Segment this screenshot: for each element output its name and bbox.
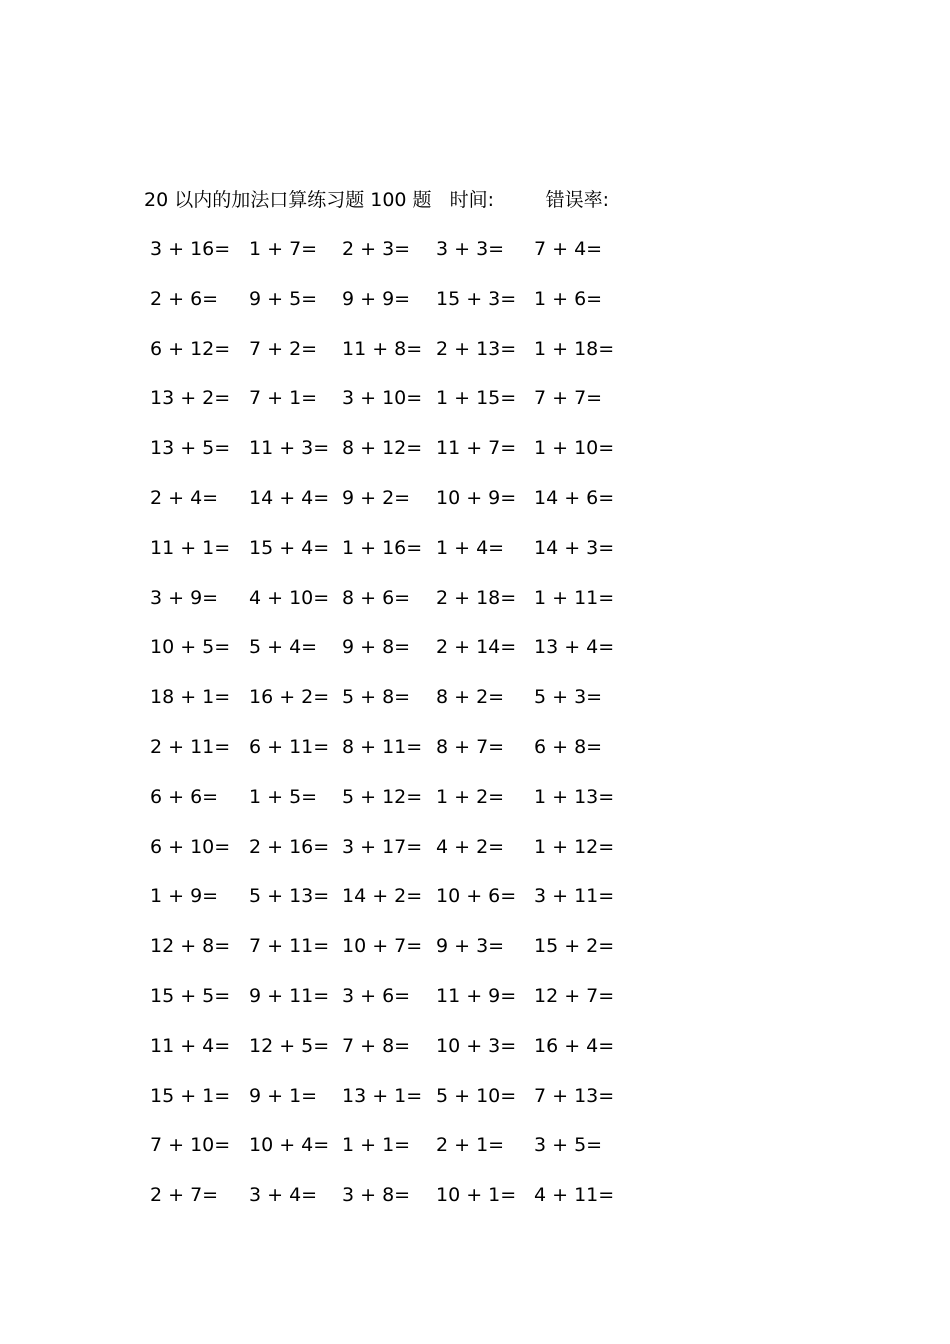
problem-item: 7 + 11= xyxy=(249,935,330,958)
problem-item: 1 + 12= xyxy=(534,835,615,858)
problem-item: 6 + 10= xyxy=(150,835,231,858)
problem-item: 7 + 4= xyxy=(534,238,603,260)
problem-item: 7 + 7= xyxy=(534,387,603,410)
problem-item: 1 + 16= xyxy=(342,536,423,559)
problem-row xyxy=(146,1082,646,1132)
problem-item: 2 + 3= xyxy=(342,238,411,260)
problem-row xyxy=(146,534,646,584)
problem-item: 1 + 15= xyxy=(436,387,517,410)
problem-item: 2 + 16= xyxy=(249,835,330,858)
worksheet-title: 20 以内的加法口算练习题 100 题 xyxy=(144,189,432,211)
problem-item: 2 + 6= xyxy=(150,287,219,310)
problem-item: 13 + 2= xyxy=(150,387,231,410)
problem-item: 11 + 7= xyxy=(436,437,517,460)
problem-grid xyxy=(146,235,646,1231)
problem-item: 8 + 12= xyxy=(342,437,423,460)
problem-item: 14 + 6= xyxy=(534,486,615,509)
problem-item: 15 + 1= xyxy=(150,1084,231,1107)
problem-item: 2 + 7= xyxy=(150,1184,219,1207)
problem-item: 3 + 11= xyxy=(534,885,615,908)
problem-item: 16 + 2= xyxy=(249,686,330,709)
problem-item: 5 + 3= xyxy=(534,686,603,709)
problem-row xyxy=(146,683,646,733)
problem-item: 5 + 4= xyxy=(249,636,318,659)
problem-item: 9 + 11= xyxy=(249,984,330,1007)
problem-item: 13 + 5= xyxy=(150,437,231,460)
problem-item: 1 + 10= xyxy=(534,437,615,460)
problem-item: 10 + 7= xyxy=(342,935,423,958)
problem-row xyxy=(146,584,646,634)
problem-item: 8 + 11= xyxy=(342,735,423,758)
problem-item: 1 + 13= xyxy=(534,785,615,808)
problem-item: 10 + 3= xyxy=(436,1034,517,1057)
problem-item: 10 + 5= xyxy=(150,636,231,659)
problem-item: 1 + 1= xyxy=(342,1134,411,1157)
problem-item: 3 + 4= xyxy=(249,1184,318,1207)
problem-item: 9 + 2= xyxy=(342,486,411,509)
problem-item: 5 + 12= xyxy=(342,785,423,808)
problem-item: 11 + 8= xyxy=(342,337,423,360)
problem-item: 10 + 1= xyxy=(436,1184,517,1207)
problem-item: 6 + 11= xyxy=(249,735,330,758)
problem-item: 2 + 18= xyxy=(436,586,517,609)
problem-item: 3 + 5= xyxy=(534,1134,603,1157)
problem-item: 5 + 13= xyxy=(249,885,330,908)
problem-item: 1 + 4= xyxy=(436,536,505,559)
problem-item: 11 + 4= xyxy=(150,1034,231,1057)
problem-item: 7 + 8= xyxy=(342,1034,411,1057)
problem-item: 2 + 4= xyxy=(150,486,219,509)
problem-item: 1 + 5= xyxy=(249,785,318,808)
problem-row xyxy=(146,384,646,434)
problem-item: 1 + 7= xyxy=(249,238,318,260)
problem-item: 12 + 5= xyxy=(249,1034,330,1057)
problem-row xyxy=(146,1131,646,1181)
problem-item: 6 + 8= xyxy=(534,735,603,758)
problem-item: 12 + 8= xyxy=(150,935,231,958)
problem-item: 16 + 4= xyxy=(534,1034,615,1057)
problem-item: 11 + 3= xyxy=(249,437,330,460)
problem-item: 3 + 3= xyxy=(436,238,505,260)
problem-item: 8 + 7= xyxy=(436,735,505,758)
worksheet-header xyxy=(144,186,609,214)
problem-item: 6 + 6= xyxy=(150,785,219,808)
problem-item: 9 + 9= xyxy=(342,287,411,310)
problem-item: 3 + 16= xyxy=(150,238,231,260)
problem-item: 9 + 8= xyxy=(342,636,411,659)
problem-item: 7 + 10= xyxy=(150,1134,231,1157)
problem-item: 14 + 2= xyxy=(342,885,423,908)
problem-item: 13 + 4= xyxy=(534,636,615,659)
problem-item: 4 + 11= xyxy=(534,1184,615,1207)
problem-item: 3 + 6= xyxy=(342,984,411,1007)
problem-item: 2 + 14= xyxy=(436,636,517,659)
problem-item: 9 + 5= xyxy=(249,287,318,310)
time-label: 时间: xyxy=(449,189,495,211)
problem-item: 12 + 7= xyxy=(534,984,615,1007)
problem-item: 13 + 1= xyxy=(342,1084,423,1107)
problem-item: 8 + 6= xyxy=(342,586,411,609)
problem-item: 4 + 10= xyxy=(249,586,330,609)
problem-item: 10 + 9= xyxy=(436,486,517,509)
problem-row xyxy=(146,982,646,1032)
problem-row xyxy=(146,434,646,484)
problem-row xyxy=(146,882,646,932)
problem-item: 1 + 2= xyxy=(436,785,505,808)
problem-item: 11 + 9= xyxy=(436,984,517,1007)
problem-item: 6 + 12= xyxy=(150,337,231,360)
problem-item: 2 + 11= xyxy=(150,735,231,758)
problem-item: 5 + 10= xyxy=(436,1084,517,1107)
problem-row xyxy=(146,484,646,534)
problem-item: 3 + 8= xyxy=(342,1184,411,1207)
problem-row xyxy=(146,932,646,982)
error-rate-label: 错误率: xyxy=(545,189,610,211)
problem-item: 10 + 6= xyxy=(436,885,517,908)
problem-item: 3 + 17= xyxy=(342,835,423,858)
problem-item: 15 + 2= xyxy=(534,935,615,958)
problem-item: 18 + 1= xyxy=(150,686,231,709)
problem-item: 14 + 3= xyxy=(534,536,615,559)
problem-item: 7 + 13= xyxy=(534,1084,615,1107)
problem-row xyxy=(146,285,646,335)
problem-item: 11 + 1= xyxy=(150,536,231,559)
problem-row xyxy=(146,733,646,783)
problem-item: 14 + 4= xyxy=(249,486,330,509)
problem-item: 1 + 18= xyxy=(534,337,615,360)
problem-row xyxy=(146,783,646,833)
problem-item: 3 + 9= xyxy=(150,586,219,609)
problem-row xyxy=(146,335,646,385)
problem-item: 9 + 1= xyxy=(249,1084,318,1107)
problem-row xyxy=(146,1032,646,1082)
problem-row xyxy=(146,235,646,285)
problem-item: 1 + 9= xyxy=(150,885,219,908)
problem-row xyxy=(146,633,646,683)
problem-item: 5 + 8= xyxy=(342,686,411,709)
problem-row xyxy=(146,833,646,883)
problem-item: 15 + 4= xyxy=(249,536,330,559)
problem-item: 2 + 13= xyxy=(436,337,517,360)
problem-item: 15 + 3= xyxy=(436,287,517,310)
problem-item: 3 + 10= xyxy=(342,387,423,410)
problem-item: 4 + 2= xyxy=(436,835,505,858)
problem-item: 1 + 6= xyxy=(534,287,603,310)
problem-item: 15 + 5= xyxy=(150,984,231,1007)
problem-item: 9 + 3= xyxy=(436,935,505,958)
problem-row xyxy=(146,1181,646,1231)
problem-item: 2 + 1= xyxy=(436,1134,505,1157)
problem-item: 1 + 11= xyxy=(534,586,615,609)
problem-item: 10 + 4= xyxy=(249,1134,330,1157)
problem-item: 7 + 1= xyxy=(249,387,318,410)
problem-item: 7 + 2= xyxy=(249,337,318,360)
problem-item: 8 + 2= xyxy=(436,686,505,709)
